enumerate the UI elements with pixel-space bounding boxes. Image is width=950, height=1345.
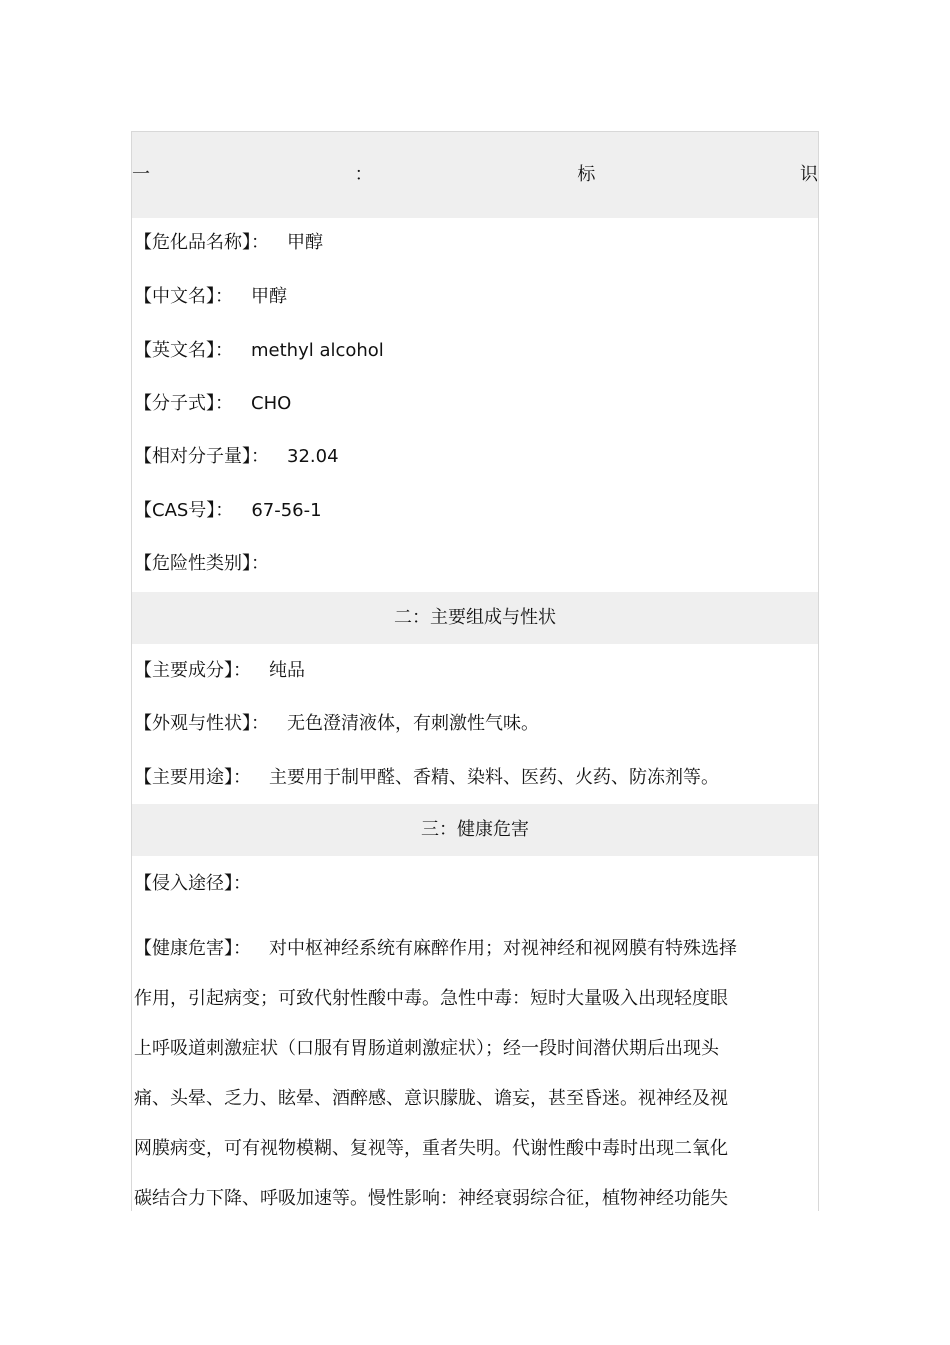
field-label: 【CAS号】： bbox=[134, 500, 234, 521]
field-value: CHO bbox=[251, 393, 292, 414]
field-cas-number bbox=[134, 498, 322, 524]
field-molecular-formula bbox=[134, 391, 291, 417]
msds-table bbox=[131, 131, 819, 1211]
section-header-identification bbox=[132, 132, 818, 218]
paragraph-line: 碳结合力下降、呼吸加速等。慢性影响：神经衰弱综合征，植物神经功能失 bbox=[134, 1188, 728, 1209]
field-label: 【危险性类别】： bbox=[134, 553, 269, 574]
field-value: 67-56-1 bbox=[251, 500, 322, 521]
section-title-identification bbox=[132, 160, 818, 186]
section-title-health: 三：健康危害 bbox=[421, 819, 529, 840]
field-main-component bbox=[134, 658, 305, 684]
field-label: 【英文名】： bbox=[134, 340, 233, 361]
title-char: 一 bbox=[132, 164, 150, 185]
title-char: 标 bbox=[577, 164, 596, 185]
paragraph-line: 网膜病变，可有视物模糊、复视等，重者失明。代谢性酸中毒时出现二氧化 bbox=[134, 1138, 728, 1159]
field-hazchem-name bbox=[134, 230, 323, 256]
section-title-composition: 二：主要组成与性状 bbox=[394, 607, 556, 628]
section-header-composition bbox=[132, 592, 818, 644]
field-molecular-weight bbox=[134, 444, 339, 470]
paragraph-line: 痛、头晕、乏力、眩晕、酒醉感、意识朦胧、谵妄，甚至昏迷。视神经及视 bbox=[134, 1088, 728, 1109]
field-label: 【危化品名称】： bbox=[134, 232, 269, 253]
field-label: 【主要用途】： bbox=[134, 767, 251, 788]
field-chinese-name bbox=[134, 284, 287, 310]
field-hazard-class bbox=[134, 551, 287, 577]
field-main-use bbox=[134, 765, 719, 791]
field-health-hazard bbox=[134, 924, 784, 1224]
field-value: 主要用于制甲醛、香精、染料、医药、火药、防冻剂等。 bbox=[269, 767, 719, 788]
field-label: 【分子式】： bbox=[134, 393, 233, 414]
title-char: 识 bbox=[799, 164, 818, 185]
field-value: 纯品 bbox=[269, 660, 305, 681]
field-value: 32.04 bbox=[287, 446, 339, 467]
field-exposure-route bbox=[134, 871, 269, 897]
field-english-name bbox=[134, 338, 384, 364]
field-label: 【相对分子量】： bbox=[134, 446, 269, 467]
paragraph-line: 作用，引起病变；可致代射性酸中毒。急性中毒：短时大量吸入出现轻度眼 bbox=[134, 988, 728, 1009]
paragraph-line: 上呼吸道刺激症状（口服有胃肠道刺激症状）；经一段时间潜伏期后出现头 bbox=[134, 1038, 719, 1059]
field-label: 【侵入途径】： bbox=[134, 873, 251, 894]
field-label: 【健康危害】： bbox=[134, 938, 251, 959]
field-label: 【主要成分】： bbox=[134, 660, 251, 681]
field-appearance bbox=[134, 711, 539, 737]
paragraph-line bbox=[134, 924, 784, 974]
section-header-health bbox=[132, 804, 818, 856]
field-value: methyl alcohol bbox=[251, 340, 384, 361]
field-value: 无色澄清液体，有刺激性气味。 bbox=[287, 713, 539, 734]
field-value: 对中枢神经系统有麻醉作用；对视神经和视网膜有特殊选择 bbox=[269, 938, 737, 959]
title-char: ： bbox=[354, 164, 373, 185]
field-value: 甲醇 bbox=[287, 232, 323, 253]
field-label: 【外观与性状】： bbox=[134, 713, 269, 734]
field-value: 甲醇 bbox=[251, 286, 287, 307]
field-label: 【中文名】： bbox=[134, 286, 233, 307]
